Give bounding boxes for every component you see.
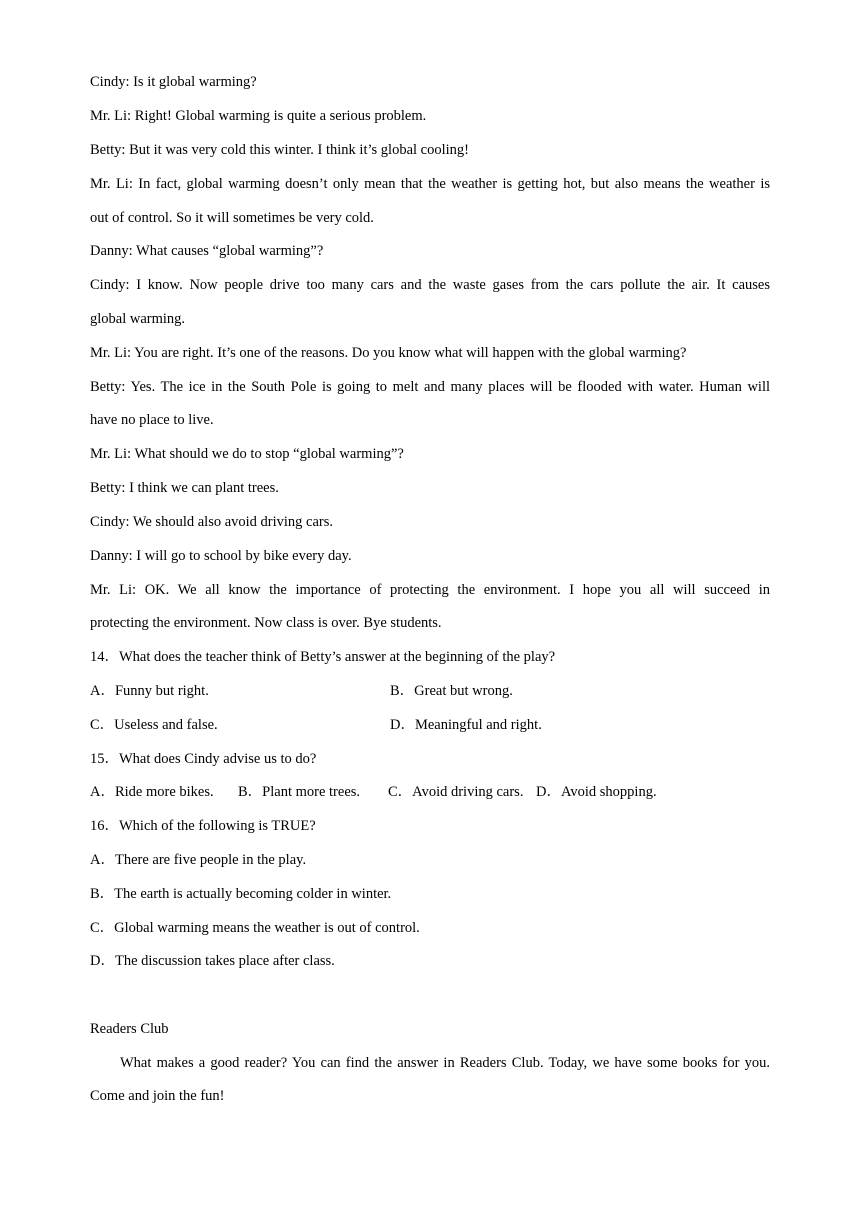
dialogue-line-betty-2b: have no place to live. bbox=[90, 412, 214, 428]
dialogue-line-li-3: Mr. Li: You are right. It’s one of the reasons. Do you know what will happen with the global warming? bbox=[90, 345, 687, 361]
dialogue-line-cindy-1: Cindy: Is it global warming? bbox=[90, 74, 257, 90]
question-14-option-a: A．Funny but right. bbox=[90, 683, 209, 699]
dialogue-line-danny-1: Danny: What causes “global warming”? bbox=[90, 243, 324, 259]
question-15-option-b: B．Plant more trees. bbox=[238, 784, 361, 800]
dialogue-line-danny-2: Danny: I will go to school by bike every day. bbox=[90, 548, 352, 564]
section-title-readers-club: Readers Club bbox=[90, 1021, 169, 1037]
question-14-stem: 14．What does the teacher think of Betty’s answer at the beginning of the play? bbox=[90, 649, 556, 665]
question-16-option-c: C．Global warming means the weather is out of control. bbox=[90, 920, 420, 936]
dialogue-line-cindy-2b: global warming. bbox=[90, 311, 186, 327]
question-15-option-d: D．Avoid shopping. bbox=[536, 784, 657, 800]
question-14-option-b: B．Great but wrong. bbox=[390, 683, 513, 699]
question-16-option-d: D．The discussion takes place after class. bbox=[90, 953, 335, 969]
dialogue-line-betty-1: Betty: But it was very cold this winter. I think it’s global cooling! bbox=[90, 142, 469, 158]
readers-paragraph-line-2: Come and join the fun! bbox=[90, 1088, 225, 1104]
dialogue-line-betty-3: Betty: I think we can plant trees. bbox=[90, 480, 279, 496]
question-15-stem: 15．What does Cindy advise us to do? bbox=[90, 751, 317, 767]
question-16-stem: 16．Which of the following is TRUE? bbox=[90, 818, 316, 834]
readers-paragraph-line-1: What makes a good reader? You can find the answer in Readers Club. Today, we have some books for you. bbox=[120, 1055, 770, 1071]
dialogue-line-cindy-3: Cindy: We should also avoid driving cars. bbox=[90, 514, 334, 530]
question-15-option-a: A．Ride more bikes. bbox=[90, 784, 214, 800]
dialogue-line-li-1: Mr. Li: Right! Global warming is quite a serious problem. bbox=[90, 108, 427, 124]
dialogue-line-li-5b: protecting the environment. Now class is over. Bye students. bbox=[90, 615, 442, 631]
dialogue-line-betty-2a: Betty: Yes. The ice in the South Pole is going to melt and many places will be flooded with water. Human will bbox=[90, 379, 770, 395]
question-14-option-d: D．Meaningful and right. bbox=[390, 717, 542, 733]
question-14-option-c: C．Useless and false. bbox=[90, 717, 218, 733]
question-16-option-a: A．There are five people in the play. bbox=[90, 852, 307, 868]
dialogue-line-li-2a: Mr. Li: In fact, global warming doesn’t only mean that the weather is getting hot, but also means the weather is bbox=[90, 176, 770, 192]
question-15-option-c: C．Avoid driving cars. bbox=[388, 784, 524, 800]
dialogue-line-li-4: Mr. Li: What should we do to stop “global warming”? bbox=[90, 446, 404, 462]
question-16-option-b: B．The earth is actually becoming colder in winter. bbox=[90, 886, 392, 902]
dialogue-line-cindy-2a: Cindy: I know. Now people drive too many cars and the waste gases from the cars pollute the air. It causes bbox=[90, 277, 770, 293]
dialogue-line-li-5a: Mr. Li: OK. We all know the importance of protecting the environment. I hope you all will succeed in bbox=[90, 582, 770, 598]
dialogue-line-li-2b: out of control. So it will sometimes be very cold. bbox=[90, 210, 374, 226]
